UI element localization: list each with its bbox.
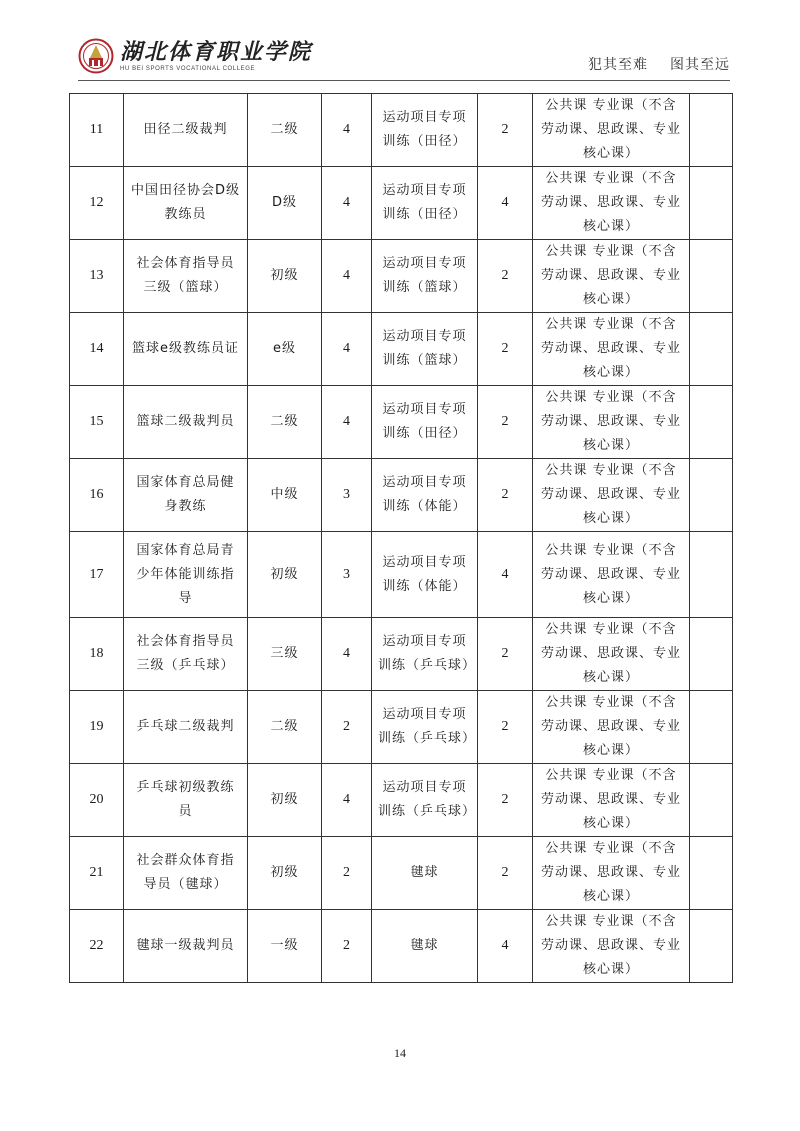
motto-right: 图其至远 <box>670 57 730 73</box>
cell-level: e级 <box>248 313 322 386</box>
cell-level: D级 <box>248 167 322 240</box>
motto-left: 犯其至难 <box>588 57 648 73</box>
table-row <box>70 910 733 983</box>
cell-course: 运动项目专项训练（体能） <box>372 532 478 618</box>
cell-level: 初级 <box>248 837 322 910</box>
cell-credits: 4 <box>322 94 372 167</box>
cell-scope: 公共课 专业课（不含劳动课、思政课、专业核心课） <box>533 618 690 691</box>
cell-level: 二级 <box>248 94 322 167</box>
cell-credits: 4 <box>322 764 372 837</box>
cell-scope: 公共课 专业课（不含劳动课、思政课、专业核心课） <box>533 240 690 313</box>
cell-note <box>690 837 733 910</box>
cell-number: 12 <box>70 167 124 240</box>
cell-credits: 3 <box>322 532 372 618</box>
cell-credits: 2 <box>322 837 372 910</box>
cell-credits: 4 <box>322 386 372 459</box>
cell-certificate-name: 篮球二级裁判员 <box>124 386 248 459</box>
cell-number: 20 <box>70 764 124 837</box>
cell-course: 运动项目专项训练（田径） <box>372 167 478 240</box>
cell-hours: 2 <box>478 386 533 459</box>
cell-course: 运动项目专项训练（体能） <box>372 459 478 532</box>
cell-certificate-name: 田径二级裁判 <box>124 94 248 167</box>
cell-scope: 公共课 专业课（不含劳动课、思政课、专业核心课） <box>533 313 690 386</box>
cell-credits: 4 <box>322 618 372 691</box>
cell-course: 运动项目专项训练（乒乓球） <box>372 764 478 837</box>
table-row <box>70 240 733 313</box>
cell-level: 中级 <box>248 459 322 532</box>
table-row <box>70 94 733 167</box>
cell-certificate-name: 毽球一级裁判员 <box>124 910 248 983</box>
table-row <box>70 532 733 618</box>
college-name-cn: 湖北体育职业学院 <box>120 39 313 65</box>
cell-course: 运动项目专项训练（乒乓球） <box>372 618 478 691</box>
cell-scope: 公共课 专业课（不含劳动课、思政课、专业核心课） <box>533 459 690 532</box>
cell-hours: 4 <box>478 910 533 983</box>
cell-number: 19 <box>70 691 124 764</box>
cell-number: 15 <box>70 386 124 459</box>
cell-hours: 2 <box>478 618 533 691</box>
page-number: 14 <box>394 1046 406 1060</box>
cell-hours: 2 <box>478 459 533 532</box>
college-motto <box>588 54 730 74</box>
cell-number: 17 <box>70 532 124 618</box>
cell-note <box>690 386 733 459</box>
cell-certificate-name: 社会体育指导员三级（乒乓球） <box>124 618 248 691</box>
cell-certificate-name: 社会群众体育指导员（毽球） <box>124 837 248 910</box>
cell-scope: 公共课 专业课（不含劳动课、思政课、专业核心课） <box>533 910 690 983</box>
cell-scope: 公共课 专业课（不含劳动课、思政课、专业核心课） <box>533 764 690 837</box>
table-row <box>70 167 733 240</box>
cell-credits: 4 <box>322 313 372 386</box>
cell-credits: 2 <box>322 910 372 983</box>
cell-number: 22 <box>70 910 124 983</box>
cell-certificate-name: 乒乓球初级教练员 <box>124 764 248 837</box>
cell-course: 运动项目专项训练（田径） <box>372 94 478 167</box>
certificate-table <box>69 93 733 983</box>
cell-hours: 2 <box>478 313 533 386</box>
cell-note <box>690 910 733 983</box>
cell-hours: 4 <box>478 532 533 618</box>
table-row <box>70 459 733 532</box>
table-row <box>70 837 733 910</box>
cell-credits: 4 <box>322 167 372 240</box>
cell-certificate-name: 乒乓球二级裁判 <box>124 691 248 764</box>
table-row <box>70 386 733 459</box>
page-header <box>78 38 730 78</box>
table-row <box>70 618 733 691</box>
cell-note <box>690 691 733 764</box>
cell-certificate-name: 国家体育总局青少年体能训练指导 <box>124 532 248 618</box>
cell-course: 毽球 <box>372 837 478 910</box>
cell-number: 14 <box>70 313 124 386</box>
cell-hours: 2 <box>478 764 533 837</box>
cell-number: 18 <box>70 618 124 691</box>
college-emblem-icon <box>78 38 114 74</box>
cell-level: 二级 <box>248 691 322 764</box>
cell-hours: 2 <box>478 240 533 313</box>
table-row <box>70 691 733 764</box>
cell-scope: 公共课 专业课（不含劳动课、思政课、专业核心课） <box>533 691 690 764</box>
cell-course: 毽球 <box>372 910 478 983</box>
cell-certificate-name: 中国田径协会D级教练员 <box>124 167 248 240</box>
cell-level: 初级 <box>248 764 322 837</box>
table-row <box>70 764 733 837</box>
cell-level: 三级 <box>248 618 322 691</box>
cell-hours: 4 <box>478 167 533 240</box>
cell-credits: 3 <box>322 459 372 532</box>
cell-level: 初级 <box>248 240 322 313</box>
cell-number: 21 <box>70 837 124 910</box>
certificate-table-body <box>70 94 733 983</box>
cell-course: 运动项目专项训练（篮球） <box>372 240 478 313</box>
cell-credits: 4 <box>322 240 372 313</box>
cell-level: 一级 <box>248 910 322 983</box>
cell-certificate-name: 国家体育总局健身教练 <box>124 459 248 532</box>
cell-scope: 公共课 专业课（不含劳动课、思政课、专业核心课） <box>533 167 690 240</box>
cell-number: 16 <box>70 459 124 532</box>
cell-course: 运动项目专项训练（田径） <box>372 386 478 459</box>
cell-scope: 公共课 专业课（不含劳动课、思政课、专业核心课） <box>533 94 690 167</box>
cell-note <box>690 764 733 837</box>
cell-scope: 公共课 专业课（不含劳动课、思政课、专业核心课） <box>533 532 690 618</box>
cell-note <box>690 240 733 313</box>
cell-scope: 公共课 专业课（不含劳动课、思政课、专业核心课） <box>533 386 690 459</box>
cell-level: 初级 <box>248 532 322 618</box>
cell-hours: 2 <box>478 691 533 764</box>
cell-course: 运动项目专项训练（篮球） <box>372 313 478 386</box>
cell-note <box>690 313 733 386</box>
cell-scope: 公共课 专业课（不含劳动课、思政课、专业核心课） <box>533 837 690 910</box>
table-row <box>70 313 733 386</box>
cell-note <box>690 167 733 240</box>
cell-course: 运动项目专项训练（乒乓球） <box>372 691 478 764</box>
cell-certificate-name: 社会体育指导员三级（篮球） <box>124 240 248 313</box>
cell-credits: 2 <box>322 691 372 764</box>
cell-hours: 2 <box>478 94 533 167</box>
cell-level: 二级 <box>248 386 322 459</box>
cell-number: 11 <box>70 94 124 167</box>
college-name-block <box>120 40 312 72</box>
cell-note <box>690 94 733 167</box>
cell-note <box>690 618 733 691</box>
cell-number: 13 <box>70 240 124 313</box>
header-divider <box>78 80 730 81</box>
cell-note <box>690 459 733 532</box>
cell-note <box>690 532 733 618</box>
cell-hours: 2 <box>478 837 533 910</box>
cell-certificate-name: 篮球e级教练员证 <box>124 313 248 386</box>
college-name-en: HU BEI SPORTS VOCATIONAL COLLEGE <box>120 66 256 72</box>
